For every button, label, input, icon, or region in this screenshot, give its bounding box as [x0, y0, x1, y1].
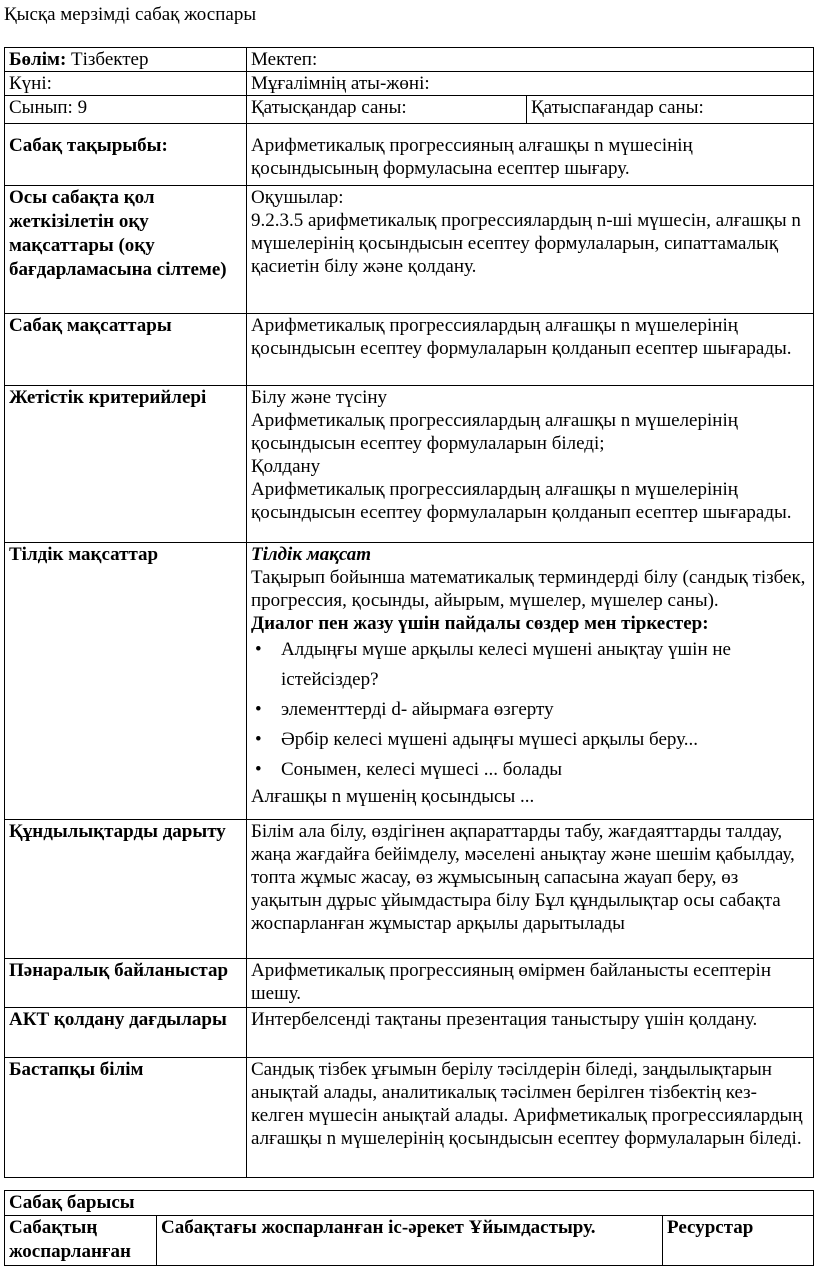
absent-cell: Қатыспағандар саны: — [527, 96, 814, 124]
topic-row — [5, 124, 814, 186]
progress-columns-row — [5, 1216, 814, 1266]
section-cell — [5, 48, 247, 72]
document-title: Қысқа мерзімді сабақ жоспары — [4, 4, 257, 25]
goals-intro: Оқушылар: — [251, 187, 344, 208]
school-cell: Мектеп: — [247, 48, 814, 72]
date-cell: Күні: — [5, 72, 247, 96]
dialog-heading: Диалог пен жазу үшін пайдалы сөздер мен тіркестер: — [251, 613, 709, 634]
language-tail: Алғашқы n мүшенің қосындысы ... — [251, 786, 535, 807]
list-item: • Әрбір келесі мүшені адыңғы мүшесі арқылы беру... — [281, 725, 809, 755]
values-row — [5, 820, 814, 959]
criteria-cell — [247, 386, 814, 543]
criteria-row — [5, 386, 814, 543]
prior-row — [5, 1058, 814, 1178]
language-cell — [247, 543, 814, 820]
list-item: • Сонымен, келесі мүшесі ... болады — [281, 755, 809, 785]
lesson-plan-table — [4, 47, 814, 1178]
criteria-knowledge-heading: Білу және түсіну — [251, 387, 388, 408]
objectives-value: Арифметикалық прогрессиялардың алғашқы n мүшелерінің қосындысын есептеу формулаларын қолданып есептер шығарады. — [247, 314, 814, 386]
progress-col-activity: Сабақтағы жоспарланған іс-әрекет Ұйымдастыру. — [157, 1216, 663, 1266]
criteria-knowledge-text: Арифметикалық прогрессиялардың алғашқы n мүшелерінің қосындысын есептеу формулаларын біледі; — [251, 410, 738, 454]
topic-label: Сабақ тақырыбы: — [5, 124, 247, 186]
criteria-label: Жетістік критерийлері — [5, 386, 247, 543]
criteria-apply-heading: Қолдану — [251, 456, 321, 477]
goals-value-cell — [247, 186, 814, 314]
goals-row — [5, 186, 814, 314]
topic-value: Арифметикалық прогрессияның алғашқы n мүшесінің қосындысының формуласына есептер шығару. — [247, 124, 814, 186]
ict-row — [5, 1008, 814, 1058]
language-row — [5, 543, 814, 820]
progress-label: Сабақ барысы — [5, 1191, 814, 1216]
progress-col-resources: Ресурстар — [663, 1216, 814, 1266]
grade-cell: Сынып: 9 — [5, 96, 247, 124]
lesson-progress-table — [4, 1190, 814, 1266]
progress-header-row — [5, 1191, 814, 1216]
goals-text: 9.2.3.5 арифметикалық прогрессиялардың n-ші мүшесін, алғашқы n мүшелерінің қосындысын есептеу формулаларын, сипаттамалық қасиетін білу және қолдану. — [251, 210, 801, 277]
section-value: Тізбектер — [66, 49, 149, 70]
dialog-list — [251, 635, 809, 785]
objectives-label: Сабақ мақсаттары — [5, 314, 247, 386]
cross-label: Пәнаралық байланыстар — [5, 959, 247, 1008]
criteria-apply-text: Арифметикалық прогрессиялардың алғашқы n мүшелерінің қосындысын есептеу формулаларын қолданып есептер шығарады. — [251, 479, 792, 523]
cross-value: Арифметикалық прогрессияның өмірмен байланысты есептерін шешу. — [247, 959, 814, 1008]
ict-value: Интербелсенді тақтаны презентация таныстыру үшін қолдану. — [247, 1008, 814, 1058]
objectives-row — [5, 314, 814, 386]
prior-label: Бастапқы білім — [5, 1058, 247, 1178]
list-item: • элементтерді d- айырмаға өзгерту — [281, 695, 809, 725]
goals-label: Осы сабақта қол жеткізілетін оқу мақсаттары (оқу бағдарламасына сілтеме) — [5, 186, 247, 314]
language-heading: Тілдік мақсат — [251, 544, 372, 565]
language-label: Тілдік мақсаттар — [5, 543, 247, 820]
section-label: Бөлім: — [9, 49, 67, 70]
teacher-cell: Мұғалімнің аты-жөні: — [247, 72, 814, 96]
present-cell: Қатысқандар саны: — [247, 96, 527, 124]
prior-value: Сандық тізбек ұғымын берілу тәсілдерін біледі, заңдылықтарын анықтай алады, аналитикалық тәсілмен берілген тізбектің кез-келген мүшесін анықтай алады. Арифметикалық прогрессиялардың алғашқы n мүшелерінің қосындысын есептеу формулаларын біледі. — [247, 1058, 814, 1178]
list-item: • Алдыңғы мүше арқылы келесі мүшені анықтау үшін не істейсіздер? — [281, 635, 809, 695]
ict-label: АКТ қолдану дағдылары — [5, 1008, 247, 1058]
progress-col-stage: Сабақтың жоспарланған — [5, 1216, 157, 1266]
grade-row — [5, 96, 814, 124]
section-row — [5, 48, 814, 72]
date-row — [5, 72, 814, 96]
language-text: Тақырып бойынша математикалық терминдерді білу (сандық тізбек, прогрессия, қосынды, айырым, мүшелер, мүшелер саны). — [251, 567, 806, 611]
values-value: Білім ала білу, өздігінен ақпараттарды табу, жағдаяттарды талдау, жаңа жағдайға бейімделу, мәселені анықтау және шешім қабылдау, топта жұмыс жасау, өз жұмысының сапасына жауап беру, өз уақытын дұрыс ұйымдастыра білу Бұл құндылықтар осы сабақта жоспарланған жұмыстар арқылы дарытылады — [247, 820, 814, 959]
cross-row — [5, 959, 814, 1008]
values-label: Құндылықтарды дарыту — [5, 820, 247, 959]
